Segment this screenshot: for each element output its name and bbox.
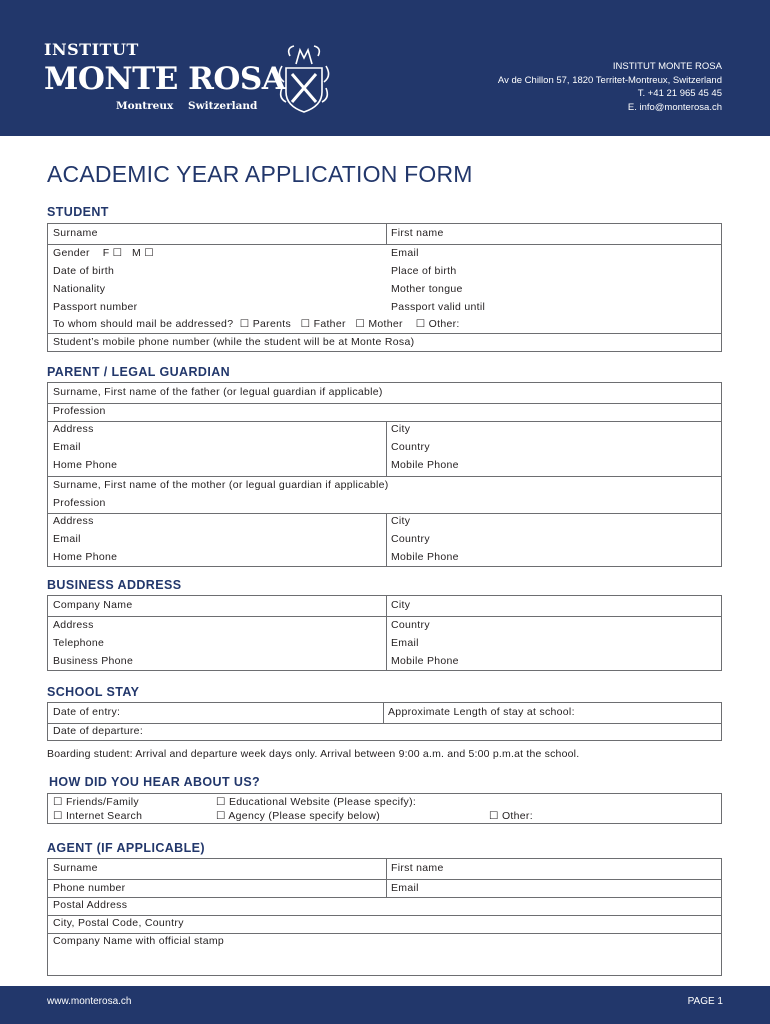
educational-website-label: Educational Website (Please specify): (228, 796, 417, 808)
student-table (47, 223, 722, 352)
field-mother-city[interactable]: City (391, 515, 411, 527)
field-date-of-departure[interactable]: Date of departure: (53, 725, 144, 737)
field-company-name[interactable]: Company Name (53, 599, 133, 611)
field-father-email[interactable]: Email (53, 441, 81, 453)
hear-other-checkbox[interactable]: ☐ (489, 810, 499, 822)
field-passport-valid[interactable]: Passport valid until (391, 301, 486, 313)
page-number: PAGE 1 (687, 996, 723, 1007)
field-nationality[interactable]: Nationality (53, 283, 106, 295)
section-heading-guardian: PARENT / LEGAL GUARDIAN (47, 365, 231, 379)
agency-checkbox[interactable]: ☐ (216, 810, 226, 822)
mother-label: Mother (368, 318, 403, 330)
field-mother-home-phone[interactable]: Home Phone (53, 551, 118, 563)
father-label: Father (313, 318, 346, 330)
logo-city: Montreux (116, 100, 174, 112)
field-mail-addressee[interactable] (53, 318, 460, 330)
field-father-profession[interactable]: Profession (53, 405, 106, 417)
logo-line-2: MONTE ROSA (44, 61, 286, 97)
option-agency[interactable] (216, 810, 380, 822)
field-agent-surname[interactable]: Surname (53, 862, 98, 874)
field-agent-city-postal[interactable]: City, Postal Code, Country (53, 917, 184, 929)
field-business-phone[interactable]: Business Phone (53, 655, 134, 667)
field-mother-mobile-phone[interactable]: Mobile Phone (391, 551, 459, 563)
field-business-mobile[interactable]: Mobile Phone (391, 655, 459, 667)
field-mother-name[interactable]: Surname, First name of the mother (or legual guardian if applicable) (53, 479, 389, 491)
field-student-mobile[interactable]: Student’s mobile phone number (while the student will be at Monte Rosa) (53, 336, 415, 348)
field-mother-address[interactable]: Address (53, 515, 94, 527)
field-surname[interactable]: Surname (53, 227, 98, 239)
parents-checkbox[interactable]: ☐ (239, 318, 250, 330)
footer-bar (0, 986, 770, 1024)
field-length-of-stay[interactable]: Approximate Length of stay at school: (388, 706, 575, 718)
option-other[interactable] (489, 810, 533, 822)
field-passport-number[interactable]: Passport number (53, 301, 138, 313)
other-checkbox[interactable]: ☐ (415, 318, 426, 330)
friends-family-checkbox[interactable]: ☐ (53, 796, 63, 808)
agency-label: Agency (Please specify below) (228, 810, 381, 822)
option-educational-website[interactable] (216, 796, 416, 808)
field-business-city[interactable]: City (391, 599, 411, 611)
other-label: Other: (428, 318, 460, 330)
field-agent-email[interactable]: Email (391, 882, 419, 894)
contact-address: Av de Chillon 57, 1820 Territet-Montreux, Switzerland (497, 74, 722, 86)
section-heading-business: BUSINESS ADDRESS (47, 578, 182, 592)
guardian-table (47, 382, 722, 567)
business-table (47, 595, 722, 671)
parents-label: Parents (252, 318, 292, 330)
field-mother-country[interactable]: Country (391, 533, 430, 545)
contact-phone: T. +41 21 965 45 45 (637, 88, 722, 99)
section-heading-agent: AGENT (IF APPLICABLE) (47, 841, 205, 855)
field-business-country[interactable]: Country (391, 619, 430, 631)
field-email[interactable]: Email (391, 247, 419, 259)
page-title: ACADEMIC YEAR APPLICATION FORM (47, 161, 473, 187)
field-business-telephone[interactable]: Telephone (53, 637, 105, 649)
field-father-address[interactable]: Address (53, 423, 94, 435)
internet-search-checkbox[interactable]: ☐ (53, 810, 63, 822)
gender-m-label: M (132, 247, 142, 259)
contact-name: INSTITUT MONTE ROSA (612, 61, 722, 72)
option-internet-search[interactable] (53, 810, 142, 822)
field-place-of-birth[interactable]: Place of birth (391, 265, 457, 277)
hear-other-label: Other: (501, 810, 533, 822)
boarding-note: Boarding student: Arrival and departure week days only. Arrival between 9:00 a.m. and 5:00 p.m.at the school. (47, 748, 580, 760)
field-business-email[interactable]: Email (391, 637, 419, 649)
section-heading-hear-about-us: HOW DID YOU HEAR ABOUT US? (49, 775, 261, 789)
field-mother-profession[interactable]: Profession (53, 497, 106, 509)
field-father-home-phone[interactable]: Home Phone (53, 459, 118, 471)
mail-addressee-label: To whom should mail be addressed? (53, 318, 234, 330)
educational-website-checkbox[interactable]: ☐ (216, 796, 226, 808)
father-checkbox[interactable]: ☐ (300, 318, 311, 330)
field-first-name[interactable]: First name (391, 227, 444, 239)
field-father-city[interactable]: City (391, 423, 411, 435)
hear-about-us-table (47, 793, 722, 824)
contact-block (498, 60, 722, 114)
field-date-of-birth[interactable]: Date of birth (53, 265, 115, 277)
field-father-mobile-phone[interactable]: Mobile Phone (391, 459, 459, 471)
agent-table (47, 858, 722, 976)
internet-search-label: Internet Search (65, 810, 143, 822)
logo-country: Switzerland (188, 100, 258, 112)
footer-website-link[interactable]: www.monterosa.ch (47, 996, 132, 1007)
contact-email[interactable]: E. info@monterosa.ch (627, 101, 722, 113)
field-agent-first-name[interactable]: First name (391, 862, 444, 874)
field-gender[interactable] (53, 247, 154, 259)
field-mother-tongue[interactable]: Mother tongue (391, 283, 463, 295)
section-heading-student: STUDENT (47, 205, 109, 219)
field-father-country[interactable]: Country (391, 441, 430, 453)
header-banner (0, 0, 770, 136)
section-heading-school-stay: SCHOOL STAY (47, 685, 140, 699)
field-father-name[interactable]: Surname, First name of the father (or legual guardian if applicable) (53, 386, 383, 398)
field-business-address[interactable]: Address (53, 619, 94, 631)
gender-f-label: F (102, 247, 110, 259)
field-date-of-entry[interactable]: Date of entry: (53, 706, 121, 718)
logo-line-1: INSTITUT (44, 40, 139, 59)
field-agent-phone[interactable]: Phone number (53, 882, 126, 894)
friends-family-label: Friends/Family (65, 796, 139, 808)
gender-m-checkbox[interactable]: ☐ (144, 247, 154, 259)
mother-checkbox[interactable]: ☐ (355, 318, 366, 330)
gender-label: Gender (53, 247, 90, 259)
crest-icon (276, 42, 332, 114)
school-stay-table (47, 702, 722, 741)
field-agent-company-stamp[interactable]: Company Name with official stamp (53, 935, 225, 947)
field-agent-postal-address[interactable]: Postal Address (53, 899, 128, 911)
option-friends-family[interactable] (53, 796, 139, 808)
field-mother-email[interactable]: Email (53, 533, 81, 545)
gender-f-checkbox[interactable]: ☐ (112, 247, 123, 259)
